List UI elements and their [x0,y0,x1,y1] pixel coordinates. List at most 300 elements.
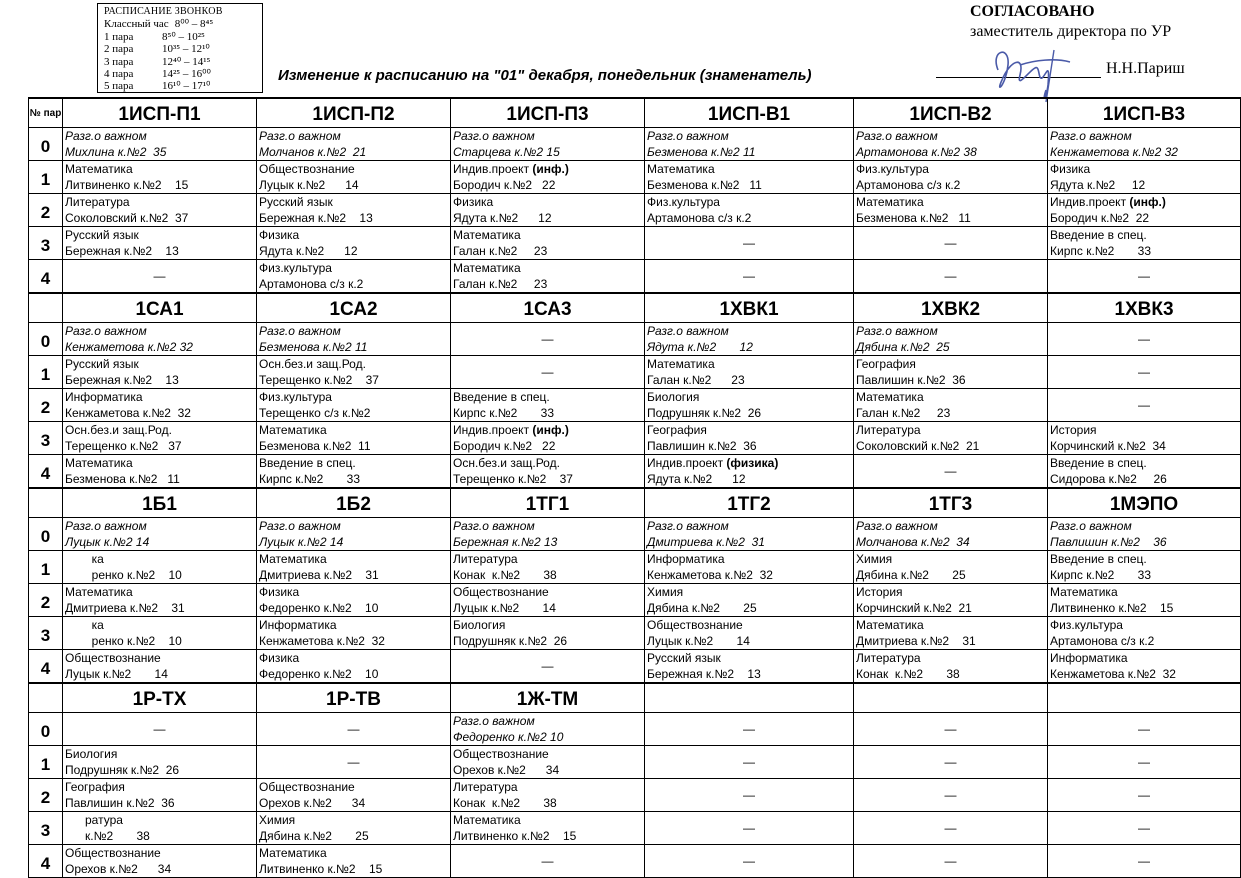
pair-number [29,455,63,489]
lesson-cell [63,194,257,227]
subject-name: Биология [65,747,118,761]
lesson-content [257,356,450,388]
subject-name: Физика [259,585,300,599]
subject-line [259,812,450,828]
subject-name: Физ.культура [259,390,332,404]
lesson-content [451,617,644,649]
lesson-content [854,422,1047,454]
lesson-cell [645,518,854,551]
subject-line [1050,161,1240,177]
lesson-cell [1048,518,1241,551]
lesson-cell [63,323,257,356]
teacher-room: Бережная к.№2 13 [65,373,179,387]
lesson-content [257,845,450,877]
group-name-text: 1Б1 [142,494,177,515]
pair-number [29,389,63,422]
lesson-content [451,584,644,616]
lesson-content [645,356,853,388]
group-name-text: 1ИСП-В1 [707,104,791,125]
lesson-cell [854,617,1048,650]
subject-name: Биология [647,390,700,404]
pair-number [29,746,63,779]
lesson-cell [645,845,854,878]
lesson-content [645,323,853,355]
lesson-cell [451,161,645,194]
subject-name: Математика [65,456,133,470]
teacher-room: Луцык к.№2 14 [259,178,359,192]
subject-name: Химия [856,552,893,566]
subject-line [65,650,256,666]
group-name [257,488,451,518]
lesson-cell [645,356,854,389]
lesson-content [451,194,644,226]
lesson-content [854,389,1047,421]
teacher-room: Терещенко с/з к.№2 [259,406,371,420]
lesson-cell [63,650,257,684]
subject-name: Литература [65,195,130,209]
subject-line [65,779,256,795]
subject-line [453,455,644,471]
lesson-cell [1048,422,1241,455]
bell-row [104,31,256,43]
lesson-cell [63,617,257,650]
group-name-text: 1СА3 [523,299,572,320]
group-name [63,488,257,518]
bell-schedule-title: РАСПИСАНИЕ ЗВОНКОВ [104,6,223,17]
lesson-cell [1048,194,1241,227]
teacher-room: Павлишин к.№2 36 [647,439,757,453]
lesson-cell [63,161,257,194]
subject-qualifier: (инф.) [532,423,569,437]
subject-line [453,779,644,795]
lesson-cell [451,389,645,422]
subject-line [856,518,1047,534]
group-name-text: 1ИСП-П1 [118,104,201,125]
teacher-room: Бородич к.№2 22 [453,439,556,453]
subject-name: Информатика [1050,651,1128,665]
pair-number-text: 0 [40,332,51,351]
teacher-room: Безменова к.№2 11 [647,178,762,192]
lesson-content [257,194,450,226]
pair-number [29,551,63,584]
lesson-cell [645,617,854,650]
no-lesson-dash: — [944,464,957,478]
lesson-content [1048,584,1240,616]
teacher-room: Безменова к.№2 11 [259,439,371,453]
lesson-cell [451,812,645,845]
teacher-room: Сидорова к.№2 26 [1050,472,1167,486]
lesson-row [29,650,1241,684]
lesson-cell [854,812,1048,845]
bell-row-time: 8⁰⁰ – 8⁴⁵ [174,18,214,31]
lesson-cell [1048,551,1241,584]
group-name-text: 1СА2 [329,299,378,320]
subject-name: Информатика [647,552,725,566]
teacher-room: Кирпс к.№2 33 [1050,568,1152,582]
teacher-room: Ядута к.№2 12 [647,472,746,486]
teacher-room: Конак к.№2 38 [856,667,960,681]
bell-row-label: 4 пара [104,68,134,81]
no-lesson-dash: — [153,269,166,283]
lesson-content [854,617,1047,649]
subject-line [65,356,256,372]
subject-name: Разг.о важном [259,519,341,533]
teacher-room: Безменова к.№2 11 [259,340,368,354]
group-name [451,488,645,518]
subject-line [65,323,256,339]
lesson-cell [1048,779,1241,812]
lesson-cell [257,389,451,422]
subject-line [259,260,450,276]
group-name-text: 1ТГ2 [727,494,771,515]
teacher-room: Соколовский к.№2 21 [856,439,980,453]
lesson-content [854,650,1047,682]
teacher-room: Артамонова с/з к.2 [647,211,752,225]
lesson-cell [645,422,854,455]
group-header-row [29,683,1241,713]
no-lesson-dash: — [743,269,755,283]
lesson-cell [645,779,854,812]
group-name-text: 1ИСП-В3 [1102,104,1186,125]
subject-line [65,389,256,405]
subject-name: Биология [453,618,506,632]
subject-line [856,161,1047,177]
lesson-cell [645,551,854,584]
teacher-room: Дмитриева к.№2 31 [259,568,379,582]
subject-line [259,356,450,372]
subject-name: Литература [856,651,921,665]
lesson-content [645,455,853,487]
subject-line [1050,584,1240,600]
pair-number-text: 1 [40,755,51,774]
lesson-cell [1048,617,1241,650]
lesson-cell [854,455,1048,489]
subject-name: История [1050,423,1097,437]
lesson-content [1048,551,1240,583]
subject-name: География [647,423,707,437]
teacher-room: Дябина к.№2 25 [856,340,950,354]
subject-line [65,422,256,438]
pair-number-text: 2 [40,398,51,417]
lesson-cell [63,518,257,551]
subject-line [1050,128,1240,144]
lesson-content [63,128,256,160]
subject-name: Разг.о важном [259,129,341,143]
subject-line [856,356,1047,372]
lesson-cell [854,161,1048,194]
pair-number-header [29,683,63,713]
subject-name: Литература [453,780,518,794]
lesson-cell [451,779,645,812]
lesson-cell [451,128,645,161]
lesson-content [854,551,1047,583]
lesson-content [451,518,644,550]
lesson-cell [645,389,854,422]
pair-number-text: 3 [40,431,51,450]
teacher-room: Артамонова к.№2 38 [856,145,977,159]
teacher-room: Кирпс к.№2 33 [453,406,555,420]
lesson-cell [1048,128,1241,161]
subject-name: Русский язык [259,195,333,209]
group-name [63,293,257,323]
subject-line [453,194,644,210]
subject-qualifier: (инф.) [532,162,569,176]
teacher-room: Павлишин к.№2 36 [65,796,175,810]
lesson-cell [63,389,257,422]
subject-name: Разг.о важном [856,519,938,533]
bell-row-time: 14²⁵ – 16⁰⁰ [162,68,211,81]
lesson-cell [63,260,257,294]
subject-name: Русский язык [65,228,139,242]
group-name [257,683,451,713]
lesson-content [63,518,256,550]
pair-number-text: 2 [40,593,51,612]
lesson-cell [1048,584,1241,617]
lesson-content [257,617,450,649]
no-lesson-dash: — [347,755,360,769]
subject-name: Осн.без.и защ.Род. [453,456,560,470]
pair-number [29,356,63,389]
subject-name: Литература [453,552,518,566]
lesson-content [1048,128,1240,160]
teacher-room: Дмитриева к.№2 31 [856,634,976,648]
teacher-room: Кенжаметова к.№2 32 [65,406,191,420]
group-name [854,293,1048,323]
lesson-cell [257,584,451,617]
subject-name: Химия [647,585,684,599]
subject-line [259,779,450,795]
teacher-room: Луцык к.№2 14 [65,535,150,549]
lesson-cell [257,323,451,356]
subject-name: Обществознание [259,780,355,794]
lesson-cell [645,812,854,845]
subject-line [259,584,450,600]
pair-number-text: 1 [40,365,51,384]
subject-name: Разг.о важном [259,324,341,338]
group-name [1048,683,1241,713]
subject-line [453,584,644,600]
subject-name: ка [65,618,104,632]
subject-name: Разг.о важном [65,129,147,143]
teacher-room: Луцык к.№2 14 [647,634,750,648]
subject-name: Русский язык [647,651,721,665]
lesson-cell [1048,455,1241,489]
lesson-cell [1048,323,1241,356]
teacher-room: Ядута к.№2 12 [259,244,358,258]
lesson-content [854,584,1047,616]
no-lesson-dash: — [1138,332,1150,346]
subject-line [856,194,1047,210]
pair-number [29,617,63,650]
no-lesson-dash: — [743,854,755,868]
lesson-cell [854,227,1048,260]
teacher-room: Дмитриева к.№2 31 [647,535,765,549]
subject-name: Физика [259,228,300,242]
lesson-cell [645,227,854,260]
lesson-cell [854,260,1048,294]
teacher-room: Федоренко к.№2 10 [259,667,379,681]
group-name-text: 1Ж-ТМ [516,689,579,710]
no-lesson-dash: — [541,365,554,379]
subject-line [1050,551,1240,567]
lesson-content [645,650,853,682]
lesson-content [645,617,853,649]
pair-number-text: 3 [40,821,51,840]
group-name [645,293,854,323]
subject-name: Обществознание [65,846,161,860]
pair-number-text: 4 [40,464,51,483]
lesson-content [854,323,1047,355]
teacher-room: Бережная к.№2 13 [259,211,373,225]
subject-line [453,389,644,405]
subject-name: Обществознание [453,585,549,599]
subject-name: Физ.культура [647,195,720,209]
subject-line [65,617,256,633]
teacher-room: Кенжаметова к.№2 32 [1050,667,1176,681]
lesson-row [29,260,1241,294]
lesson-content [63,455,256,487]
lesson-content [257,455,450,487]
teacher-room: Молчанов к.№2 21 [259,145,367,159]
group-name-text: 1ИСП-П3 [506,104,589,125]
subject-line [647,128,853,144]
lesson-cell [257,194,451,227]
subject-name: Обществознание [259,162,355,176]
lesson-content [257,389,450,421]
lesson-content [645,389,853,421]
subject-line [453,551,644,567]
subject-line [65,746,256,762]
no-lesson-dash: — [944,269,957,283]
subject-name: Разг.о важном [647,519,729,533]
lesson-cell [451,746,645,779]
group-name [257,293,451,323]
subject-line [647,422,853,438]
lesson-row [29,584,1241,617]
teacher-room: Дябина к.№2 25 [856,568,966,582]
lesson-cell [63,746,257,779]
lesson-cell [854,746,1048,779]
lesson-cell [257,356,451,389]
subject-line [453,518,644,534]
lesson-row [29,617,1241,650]
pair-number [29,128,63,161]
lesson-cell [645,650,854,684]
bell-row [104,80,256,92]
lesson-row [29,551,1241,584]
lesson-cell [1048,389,1241,422]
teacher-room: Подрушняк к.№2 26 [453,634,568,648]
lesson-content [451,455,644,487]
subject-name: Математика [453,813,521,827]
subject-line [65,584,256,600]
lesson-content [63,422,256,454]
group-name-text: 1ИСП-В2 [909,104,992,125]
bell-row-label: 3 пара [104,55,134,68]
lesson-content [63,584,256,616]
subject-name: Разг.о важном [647,324,729,338]
teacher-room: Старцева к.№2 15 [453,145,560,159]
lesson-content [1048,161,1240,193]
no-lesson-dash: — [944,821,957,835]
lesson-content [451,389,644,421]
lesson-content [854,356,1047,388]
group-name [645,98,854,128]
teacher-room: ренко к.№2 10 [65,568,182,582]
lesson-cell [451,422,645,455]
lesson-content [63,323,256,355]
subject-name: Введение в спец. [1050,456,1147,470]
lesson-row [29,746,1241,779]
lesson-cell [451,455,645,489]
subject-line [856,650,1047,666]
lesson-content [63,779,256,811]
subject-name: Введение в спец. [453,390,550,404]
teacher-room: Терещенко к.№2 37 [65,439,182,453]
subject-name: Обществознание [647,618,743,632]
no-lesson-dash: — [1138,788,1150,802]
subject-line [259,455,450,471]
lesson-cell [645,194,854,227]
lesson-cell [1048,812,1241,845]
teacher-room: Кенжаметова к.№2 32 [65,340,193,354]
group-name-text: 1ХВК3 [1114,299,1174,320]
lesson-cell [854,845,1048,878]
teacher-room: Орехов к.№2 34 [453,763,560,777]
teacher-room: Литвиненко к.№2 15 [65,178,189,192]
lesson-cell [451,551,645,584]
subject-name: Введение в спец. [1050,228,1147,242]
subject-line [259,227,450,243]
subject-name: Математика [453,261,521,275]
subject-line [856,389,1047,405]
subject-name: Информатика [259,618,337,632]
subject-name: Разг.о важном [856,129,938,143]
bell-row-time: 16¹⁰ – 17¹⁰ [162,80,211,93]
subject-name: Математика [647,357,715,371]
lesson-cell [854,128,1048,161]
bell-row-label: 5 пара [104,80,134,93]
no-lesson-dash: — [944,722,957,736]
pair-number-text: 3 [40,626,51,645]
subject-line [65,551,256,567]
lesson-cell [451,713,645,746]
teacher-room: Бережная к.№2 13 [647,667,761,681]
subject-qualifier: (инф.) [1129,195,1166,209]
subject-line [65,455,256,471]
lesson-cell [451,194,645,227]
teacher-room: к.№2 38 [65,829,150,843]
lesson-cell [451,260,645,294]
group-name [1048,293,1241,323]
lesson-cell [1048,650,1241,684]
pair-number-text: 1 [40,170,51,189]
subject-name: География [65,780,125,794]
lesson-cell [854,584,1048,617]
subject-name: Разг.о важном [647,129,729,143]
pair-number-text: 3 [40,236,51,255]
lesson-cell [451,518,645,551]
lesson-cell [645,584,854,617]
lesson-content [257,323,450,355]
no-lesson-dash: — [541,854,554,868]
bell-row-label: 2 пара [104,43,134,56]
pair-number-text: 0 [40,722,51,741]
lesson-cell [854,779,1048,812]
group-name [257,98,451,128]
subject-line [259,323,450,339]
lesson-cell [854,650,1048,684]
